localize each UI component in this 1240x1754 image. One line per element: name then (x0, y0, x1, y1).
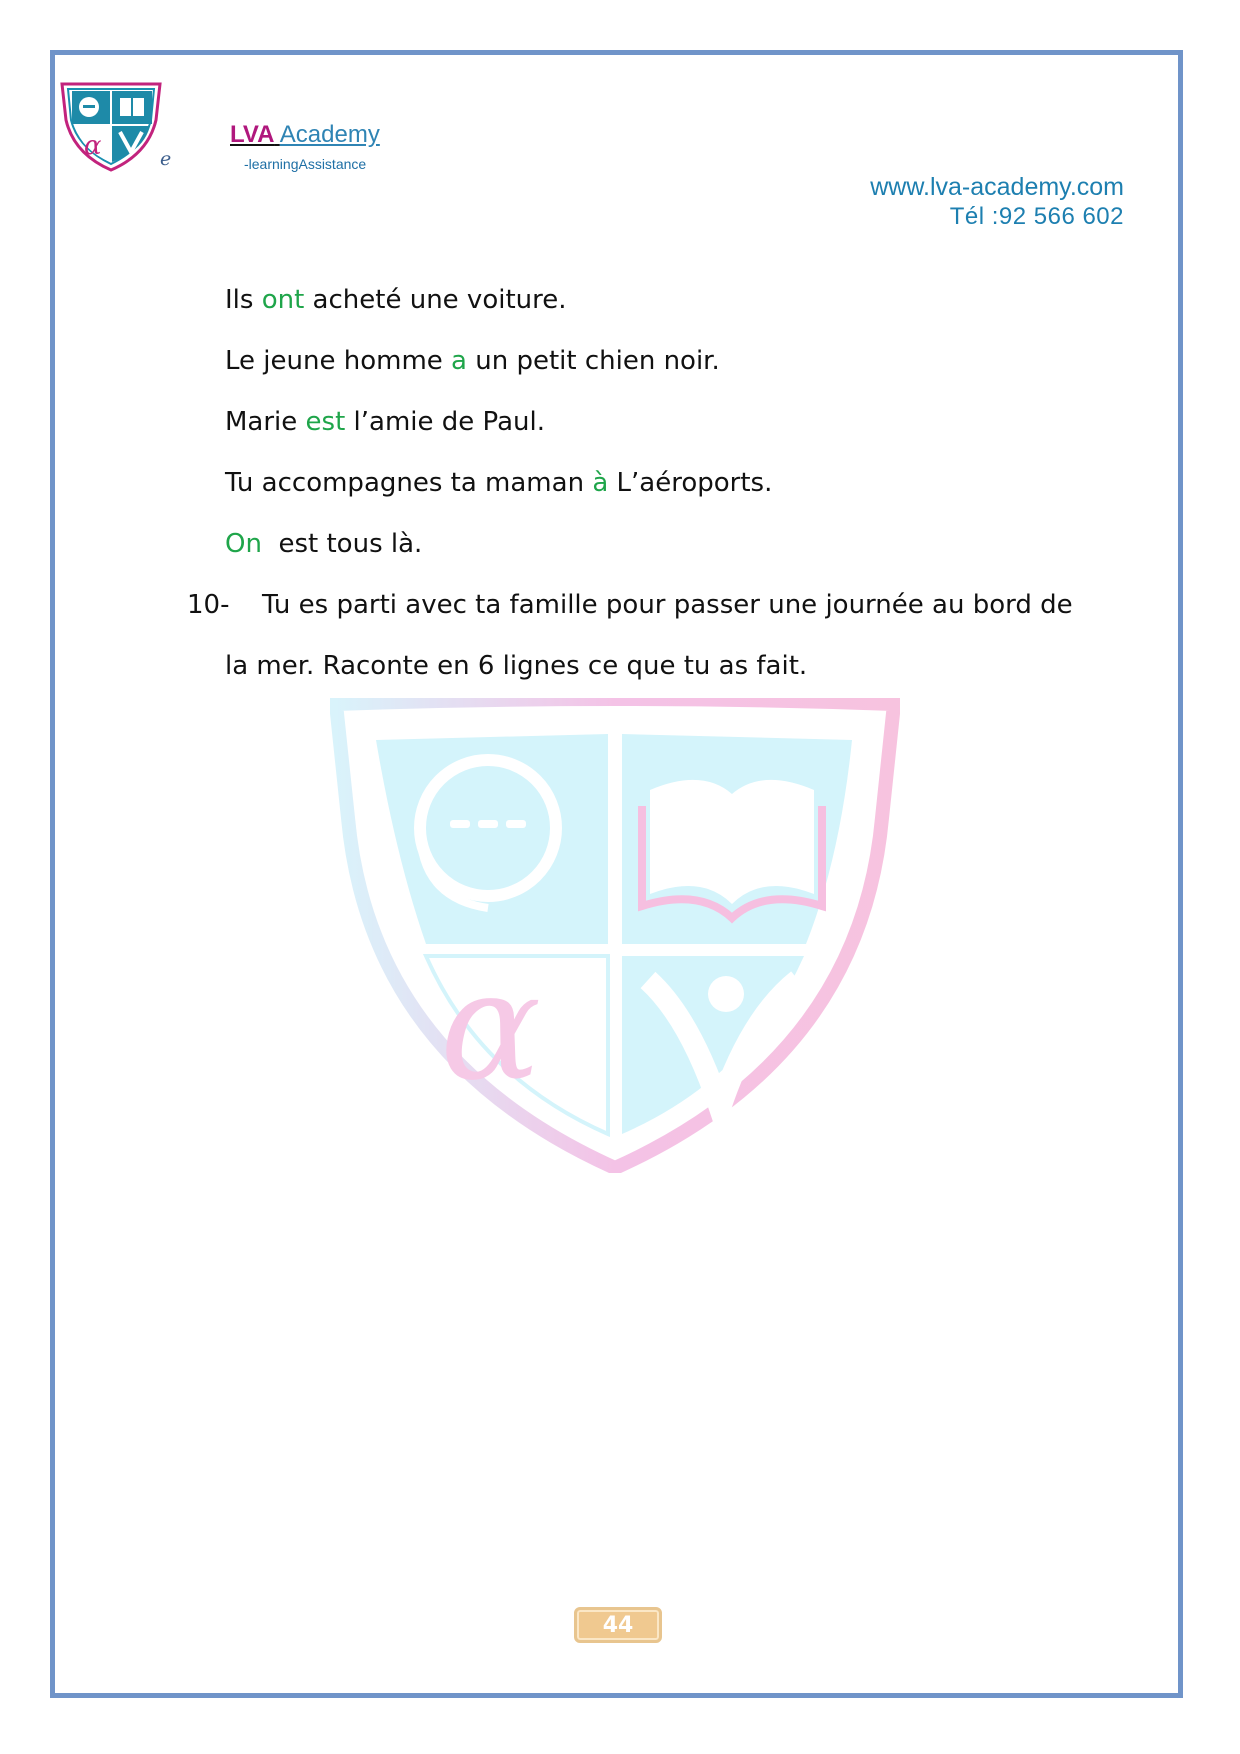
question-line-2: la mer. Raconte en 6 lignes ce que tu as fait. (225, 651, 808, 681)
sentence-1 (225, 282, 567, 318)
sentence-2 (225, 343, 720, 379)
sentence-text: Marie (225, 407, 306, 437)
sentence-text: un petit chien noir. (466, 346, 720, 376)
brand-tagline: -learningAssistance (244, 156, 367, 172)
contact-info (870, 172, 1124, 231)
logo-letter: e (160, 148, 172, 170)
sentence-4 (225, 465, 772, 501)
phone-number: Tél :92 566 602 (949, 203, 1124, 230)
sentence-3 (225, 404, 545, 440)
question-line-1: Tu es parti avec ta famille pour passer une journée au bord de (262, 590, 1073, 620)
brand-lva: LVA (230, 121, 275, 148)
brand-academy: Academy (279, 121, 380, 148)
page-number-badge: 44 (574, 1607, 662, 1643)
sentence-text: est tous là. (261, 529, 423, 559)
highlighted-word: On (225, 529, 262, 559)
academy-shield-logo (58, 80, 164, 172)
highlighted-word: à (592, 468, 609, 498)
sentence-text: Tu accompagnes ta maman (225, 468, 593, 498)
sentence-5 (225, 526, 422, 562)
website-link[interactable]: www.lva-academy.com (870, 173, 1124, 201)
sentence-text: Le jeune homme (225, 346, 452, 376)
highlighted-word: est (305, 407, 346, 437)
sentence-text: L’aéroports. (608, 468, 773, 498)
question-number: 10- (187, 590, 230, 620)
highlighted-word: a (451, 346, 467, 376)
sentence-text: acheté une voiture. (304, 285, 567, 315)
shield-watermark (330, 698, 900, 1173)
svg-text:α: α (84, 131, 102, 161)
sentence-text: Ils (225, 285, 262, 315)
highlighted-word: ont (261, 285, 305, 315)
brand-name (230, 121, 380, 149)
sentence-text: l’amie de Paul. (345, 407, 545, 437)
svg-text:α: α (440, 940, 542, 1114)
